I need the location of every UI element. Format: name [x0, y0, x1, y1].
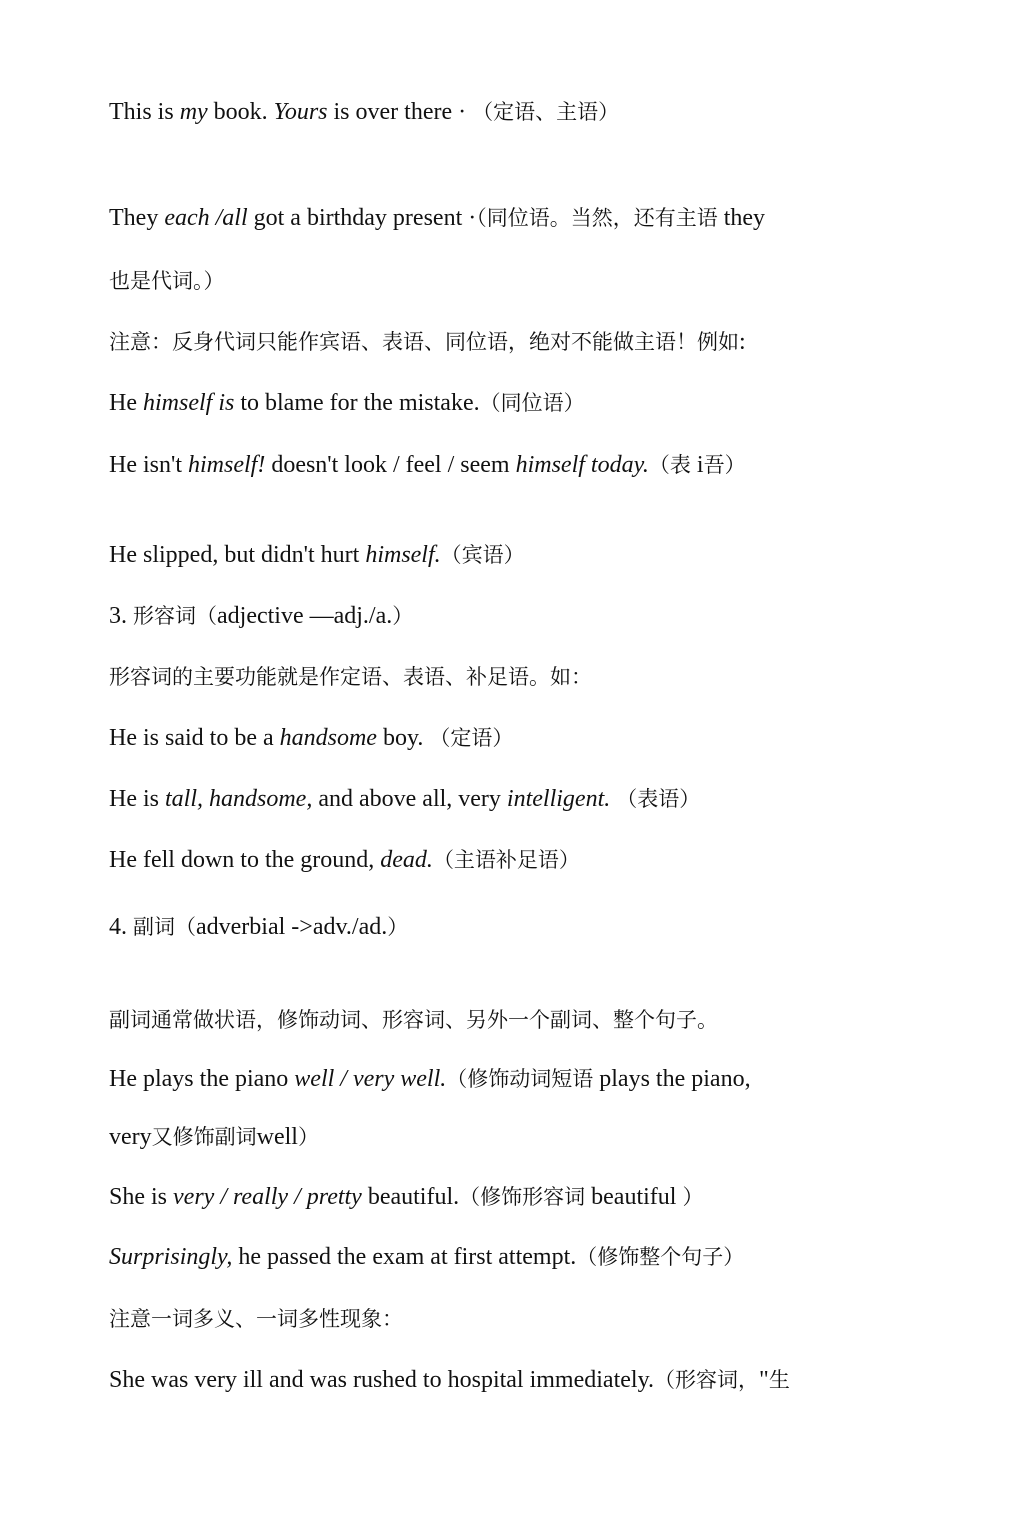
text-run: He slipped, but didn't hurt [109, 542, 366, 568]
text-run: （修饰整个句子） [576, 1245, 745, 1269]
text-run: He fell down to the ground, [109, 847, 381, 873]
text-run: （修饰形容词 [459, 1185, 586, 1209]
text-line [109, 387, 585, 419]
text-run: well [256, 1124, 298, 1150]
italic-text: Yours [273, 99, 328, 125]
text-run: they [717, 205, 766, 231]
text-run: 注意一词多义、一词多性现象： [109, 1307, 403, 1331]
text-run: adjective —adj./a. [217, 603, 393, 629]
text-run: He plays the piano [109, 1066, 295, 1092]
text-run: to blame for the mistake. [234, 390, 480, 416]
text-run: 副词通常做状语，修饰动词、形容词、另外一个副词、整个句子。 [109, 1008, 718, 1032]
text-run: He is [109, 786, 165, 812]
text-run: beautiful. [361, 1184, 460, 1210]
text-run: He is said to be a [109, 725, 280, 751]
text-run: （表语） [616, 787, 701, 811]
text-run: （定语、主语） [472, 100, 620, 124]
text-run: adverbial ->adv./ad. [196, 914, 388, 940]
text-run: （宾语） [440, 543, 525, 567]
text-run: 形容词的主要功能就是作定语、表语、补足语。如： [109, 665, 592, 689]
text-run: ） [297, 1125, 319, 1149]
text-line [109, 202, 765, 234]
text-run: He [109, 390, 143, 416]
text-run: 3. [109, 603, 133, 629]
text-line [109, 1121, 319, 1153]
text-line [109, 844, 580, 876]
text-run: （形容词， [654, 1368, 760, 1392]
text-run: plays the piano, [593, 1066, 751, 1092]
italic-text: handsome [279, 725, 377, 751]
text-line [109, 661, 592, 693]
text-run: he passed the exam at first attempt. [232, 1244, 577, 1270]
text-run: They [109, 205, 165, 231]
text-run: ） [392, 604, 414, 628]
text-run: 生 [768, 1368, 790, 1392]
text-line [109, 600, 413, 632]
text-line [109, 1181, 703, 1213]
italic-text: intelligent. [506, 786, 611, 812]
text-run: got a birthday present · [247, 205, 477, 231]
text-run: book. [207, 99, 274, 125]
italic-text: himself today. [515, 452, 649, 478]
text-line [109, 911, 408, 943]
italic-text: tall, handsome, [165, 786, 313, 812]
italic-text: my [179, 99, 208, 125]
text-line [109, 265, 225, 297]
text-run: 副词（ [133, 915, 196, 939]
text-line [109, 326, 746, 358]
text-line [109, 539, 525, 571]
text-run: 也是代词。） [109, 269, 225, 293]
italic-text: each /all [164, 205, 248, 231]
text-run: She is [109, 1184, 174, 1210]
text-line [109, 722, 513, 754]
text-run: This is [109, 99, 180, 125]
text-run: （同位语。当然，还有主语 [476, 206, 718, 230]
text-line [109, 1241, 744, 1273]
italic-text: very / really / pretty [173, 1184, 362, 1210]
text-line [109, 1004, 718, 1036]
text-line [109, 783, 700, 815]
text-run: : [739, 329, 746, 355]
text-run: boy. [376, 725, 430, 751]
text-line [109, 449, 746, 481]
text-line [109, 96, 619, 128]
text-run: and above all, very [312, 786, 507, 812]
text-run: " [759, 1367, 769, 1393]
italic-text: himself! [187, 452, 266, 478]
italic-text: dead. [380, 847, 433, 873]
text-run: 又修饰副词 [151, 1125, 257, 1149]
text-line [109, 1063, 751, 1095]
text-run: 注意：反身代词只能作宾语、表语、同位语，绝对不能做主语！例如 [109, 330, 739, 354]
text-run: doesn't look / feel / seem [265, 452, 516, 478]
text-run: 吾） [703, 453, 746, 477]
text-run: ） [682, 1185, 704, 1209]
text-run: （同位语） [479, 391, 585, 415]
italic-text: himself. [365, 542, 441, 568]
italic-text: Surprisingly, [109, 1244, 233, 1270]
text-run: i [690, 452, 704, 478]
text-run: （表 [648, 453, 691, 477]
text-run: ） [387, 915, 409, 939]
text-run: （修饰动词短语 [446, 1067, 594, 1091]
text-run: is over there · [327, 99, 473, 125]
text-run: 形容词（ [133, 604, 217, 628]
text-run: very [109, 1124, 152, 1150]
text-run: beautiful [585, 1184, 683, 1210]
text-line [109, 1303, 403, 1335]
italic-text: well / very well. [294, 1066, 447, 1092]
text-run: （主语补足语） [432, 848, 580, 872]
text-line [109, 1364, 790, 1396]
text-run: （定语） [429, 726, 514, 750]
text-run: He isn't [109, 452, 188, 478]
text-run: 4. [109, 914, 133, 940]
text-run: She was very ill and was rushed to hospital immediately. [109, 1367, 655, 1393]
italic-text: himself is [142, 390, 235, 416]
